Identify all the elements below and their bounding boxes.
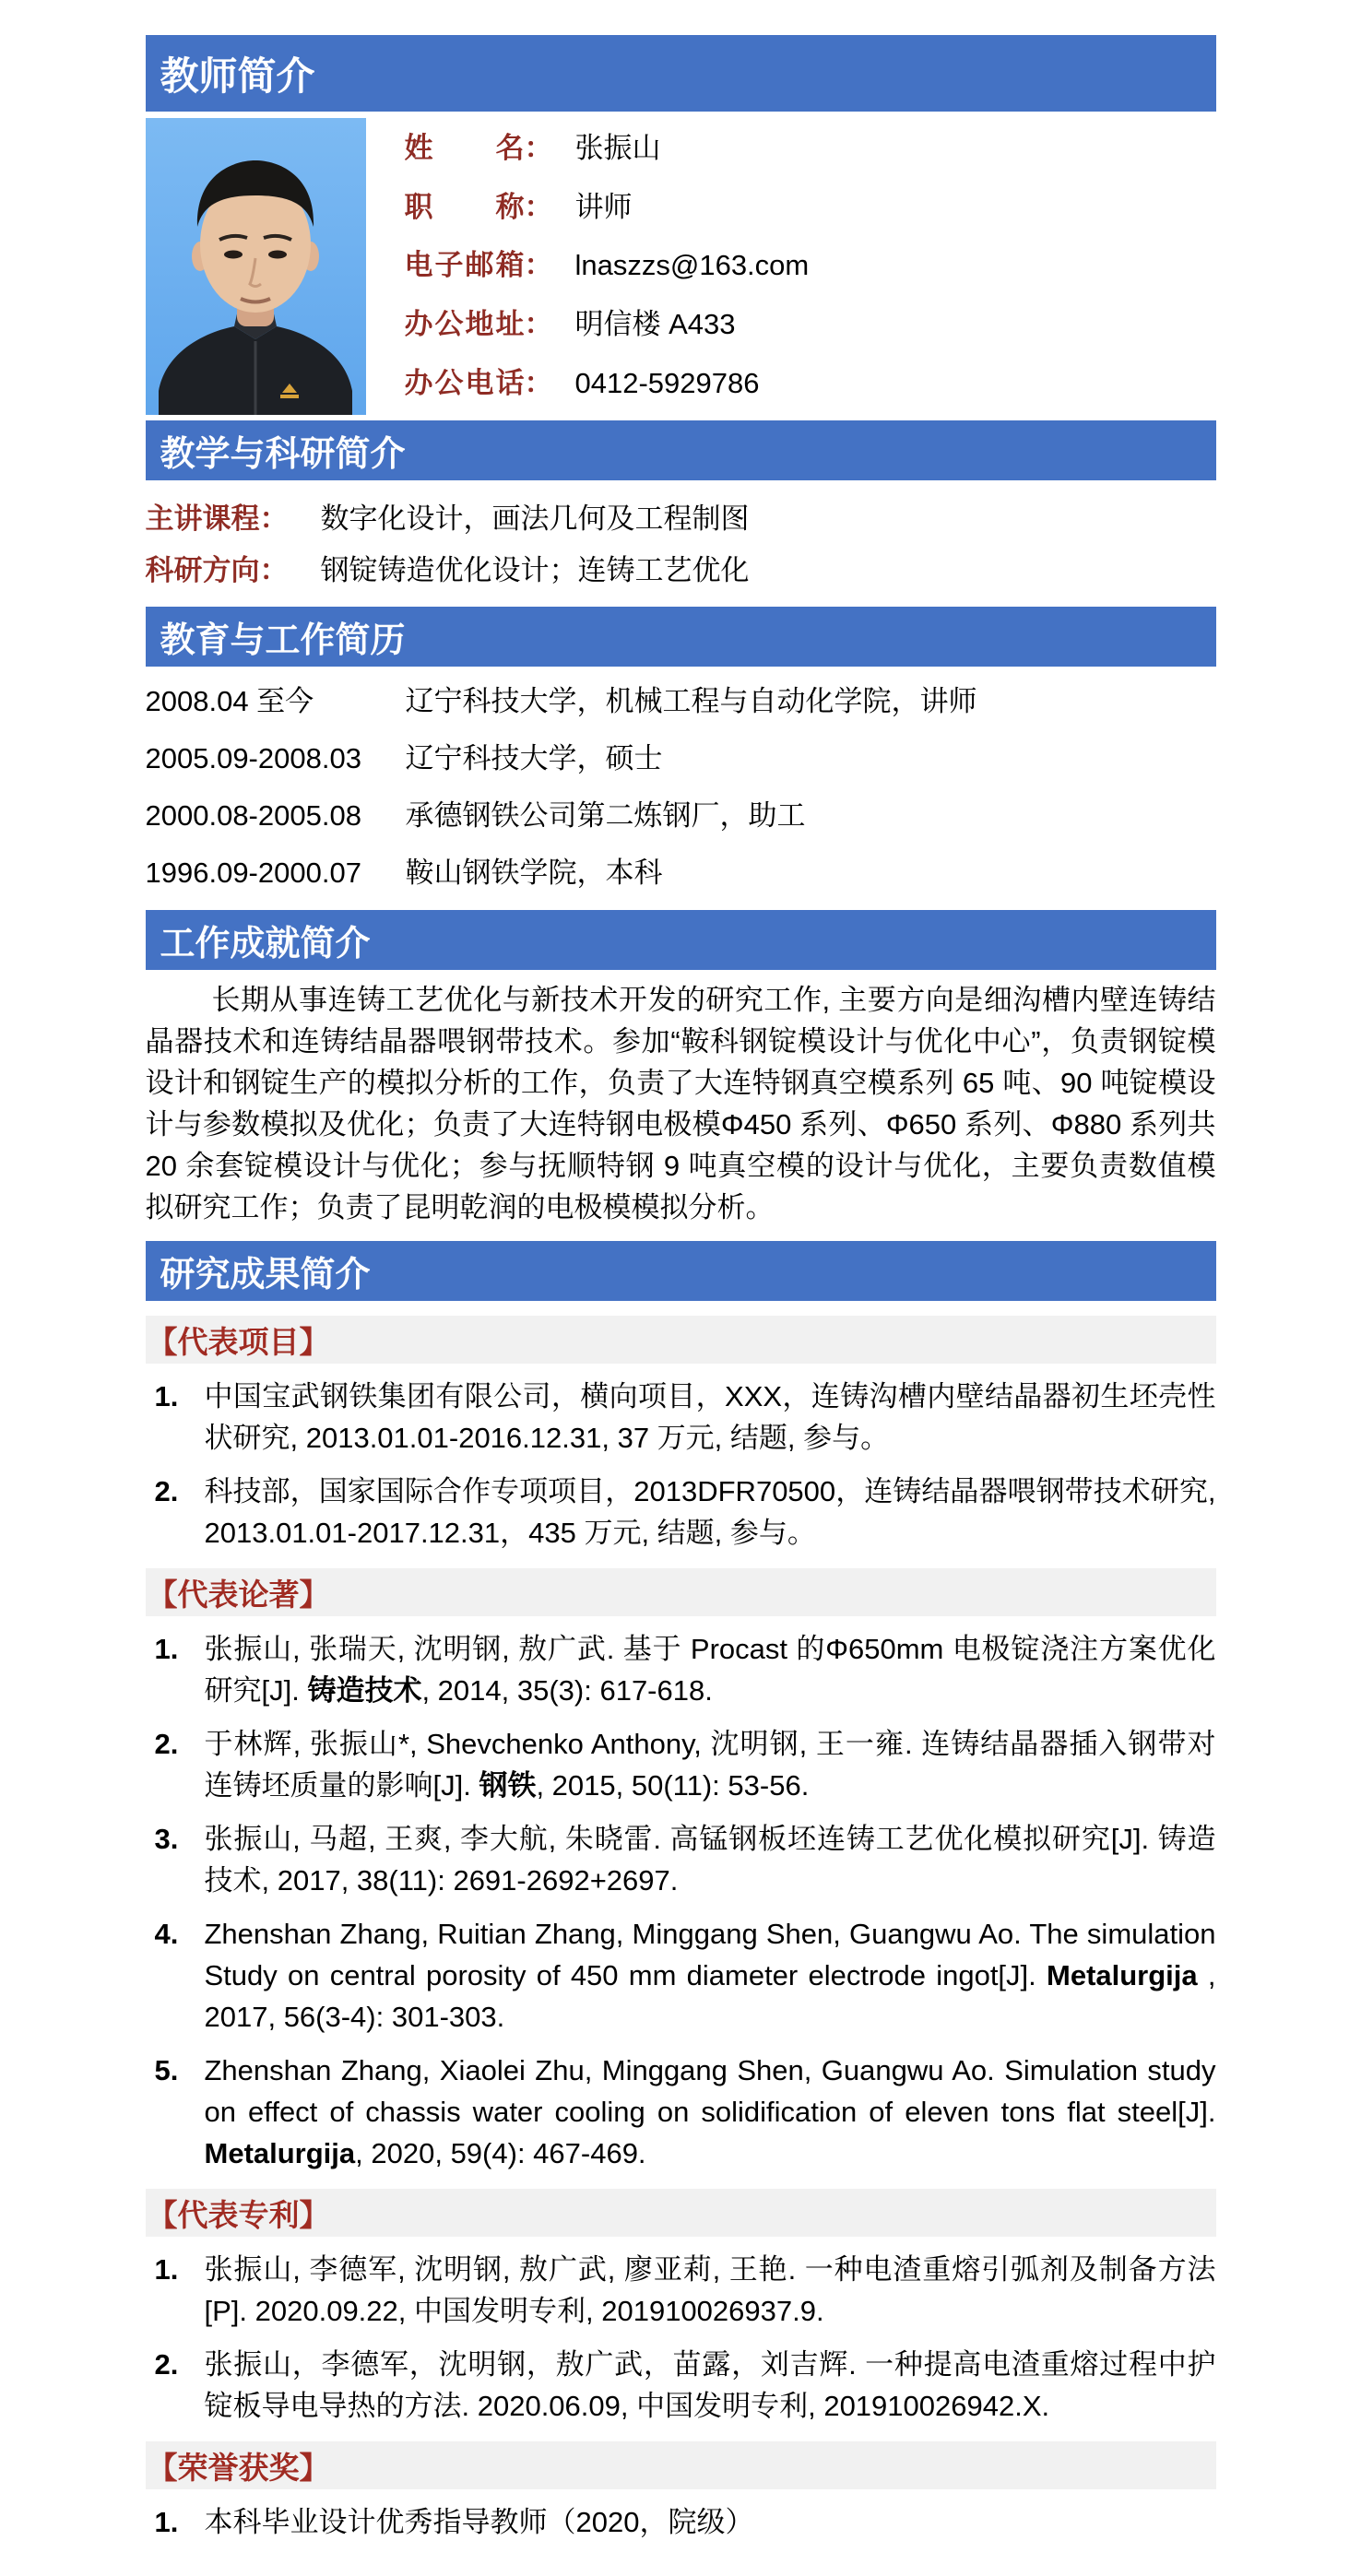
research-item: [146, 2050, 1216, 2174]
field-value: lnaszzs@163.com: [574, 249, 810, 282]
person-avatar: [146, 118, 366, 415]
field-label-char: 公: [434, 366, 464, 399]
research-item-segment: , 2020, 59(4): 467-469.: [355, 2137, 646, 2169]
section-title-teaching: 教学与科研简介: [160, 435, 406, 474]
research-item-segment: , 2017, 56(3-4): 301-303.: [204, 1959, 1216, 2033]
profile-field-row: [405, 248, 1216, 282]
research-item-number: 1.: [154, 1633, 179, 1665]
research-item-segment: 铸造技术: [307, 1674, 422, 1707]
profile-photo: [146, 118, 366, 415]
research-item-text: [205, 2501, 1216, 2543]
field-label-char: 职: [404, 190, 433, 223]
history-detail: 承德钢铁公司第二炼钢厂，助工: [405, 799, 806, 832]
research-item-segment: Zhenshan Zhang, Xiaolei Zhu, Minggang Shen, Guangwu Ao. Simulation study on effect of chassis water cooling on solidification of eleven tons flat steel[J].: [204, 2054, 1216, 2128]
teaching-value: 钢锭铸造优化设计；连铸工艺优化: [320, 554, 750, 586]
field-label: [405, 307, 525, 341]
research-item-number: 1.: [154, 2506, 179, 2538]
research-item-segment: 张振山, 李德军, 沈明钢, 敖广武, 廖亚莉, 王艳. 一种电渣重熔引弧剂及制备方法[P]. 2020.09.22, 中国发明专利, 201910026937.9.: [204, 2253, 1216, 2327]
research-item-segment: 本科毕业设计优秀指导教师（2020，院级）: [204, 2506, 754, 2538]
research-item-list: [146, 1376, 1216, 1554]
section-title-research: 研究成果简介: [160, 1256, 371, 1294]
research-item: [146, 1376, 1216, 1459]
history-row: [146, 681, 1216, 722]
research-item-number: 1.: [154, 2253, 179, 2286]
profile-section: [146, 118, 1216, 415]
research-item-segment: 张振山, 张瑞天, 沈明钢, 敖广武. 基于 Procast 的Φ650mm 电极锭浇注方案优化研究[J].: [204, 1633, 1216, 1707]
research-item: [146, 1471, 1216, 1554]
research-item: [146, 1818, 1216, 1901]
research-group-heading: 【代表专利】: [147, 2197, 330, 2232]
section-banner-research: [146, 1241, 1216, 1301]
research-group-heading-bar: [146, 1568, 1216, 1616]
faculty-profile-page: [146, 0, 1216, 2543]
research-group-heading-bar: [146, 1316, 1216, 1364]
profile-field-row: [405, 190, 1216, 224]
field-value: 张振山: [574, 132, 661, 164]
research-item-segment: Metalurgija: [204, 2137, 356, 2169]
section-banner-history: [146, 607, 1216, 667]
research-item: [146, 2249, 1216, 2332]
research-item-text: [205, 1723, 1216, 1806]
research-item-text: [205, 1376, 1216, 1459]
research-item-number: 4.: [154, 1918, 179, 1950]
section-banner-teaching: [146, 420, 1216, 480]
field-value: 讲师: [574, 190, 633, 223]
research-group-heading: 【荣誉获奖】: [147, 2450, 330, 2485]
teaching-label: 主讲课程：: [145, 502, 289, 535]
research-item: [146, 2344, 1216, 2427]
field-colon: ：: [524, 308, 553, 341]
research-item-number: 1.: [154, 1380, 179, 1412]
field-colon: ：: [524, 132, 553, 164]
research-item-number: 2.: [154, 1475, 179, 1507]
achievements-paragraph: 长期从事连铸工艺优化与新技术开发的研究工作, 主要方向是细沟槽内壁连铸结晶器技术和连铸结晶器喂钢带技术。参加“鞍科钢锭模设计与优化中心”，负责钢锭模设计和钢锭生产的模拟分析的工作，负责了大连特钢真空模系列 65 吨、90 吨锭模设计与参数模拟及优化；负责了大连特钢电极模Φ450 系列、Φ650 系列、Φ880 系列共 20 余套锭模设计与优化；参与抚顺特钢 9 吨真空模的设计与优化，主要负责数值模拟研究工作；负责了昆明乾润的电极模模拟分析。: [145, 984, 1216, 1223]
field-label-char: 话: [495, 366, 525, 399]
teaching-value: 数字化设计，画法几何及工程制图: [320, 502, 750, 535]
research-item: [146, 1628, 1216, 1711]
research-item: [146, 1913, 1216, 2038]
field-label-char: 办: [404, 308, 433, 341]
field-label-char: 称: [495, 190, 525, 223]
field-label: [405, 366, 525, 400]
research-item-text: [205, 2249, 1216, 2332]
field-colon: ：: [524, 366, 553, 399]
teaching-row: [146, 499, 1216, 539]
research-item-number: 5.: [154, 2054, 179, 2086]
teaching-label: 科研方向：: [145, 554, 289, 586]
history-period: 1996.09-2000.07: [145, 857, 361, 889]
history-period: 2000.08-2005.08: [145, 799, 361, 832]
history-row: [146, 739, 1216, 779]
field-label-char: 地: [465, 308, 494, 341]
field-label-char: 子: [434, 249, 464, 282]
history-detail: 辽宁科技大学，硕士: [405, 742, 663, 774]
research-item-text: [205, 1818, 1216, 1901]
profile-field-row: [405, 366, 1216, 400]
field-label: [405, 248, 525, 282]
field-colon: ：: [524, 190, 553, 223]
research-group-heading: 【代表论著】: [147, 1577, 330, 1612]
profile-field-row: [405, 131, 1216, 165]
history-row: [146, 853, 1216, 893]
profile-fields: [366, 118, 1216, 415]
research-item-number: 2.: [154, 2348, 179, 2381]
history-rows: [146, 667, 1216, 893]
research-group-heading-bar: [146, 2189, 1216, 2237]
research-item-segment: Metalurgija: [1047, 1959, 1198, 1991]
field-label: [405, 190, 525, 224]
research-item-text: [205, 1471, 1216, 1554]
history-detail: 鞍山钢铁学院，本科: [405, 857, 663, 889]
field-label-char: 址: [495, 308, 525, 341]
field-label-char: 邮: [465, 249, 494, 282]
research-item-segment: 张振山, 马超, 王爽, 李大航, 朱晓雷. 高锰钢板坯连铸工艺优化模拟研究[J]. 铸造技术, 2017, 38(11): 2691-2692+2697.: [204, 1823, 1216, 1897]
field-label-char: 姓: [404, 132, 433, 164]
research-item-segment: , 2014, 35(3): 617-618.: [421, 1674, 713, 1707]
research-item-text: [205, 2050, 1216, 2174]
field-label-char: 公: [434, 308, 464, 341]
profile-field-row: [405, 307, 1216, 341]
research-item-segment: 科技部，国家国际合作专项项目，2013DFR70500，连铸结晶器喂钢带技术研究, 2013.01.01-2017.12.31，435 万元, 结题, 参与。: [204, 1475, 1216, 1549]
research-item: [146, 1723, 1216, 1806]
field-label: [405, 131, 525, 165]
field-colon: ：: [524, 249, 553, 282]
research-item-segment: 中国宝武钢铁集团有限公司，横向项目，XXX，连铸沟槽内壁结晶器初生坯壳性状研究, 2013.01.01-2016.12.31, 37 万元, 结题, 参与。: [204, 1380, 1216, 1454]
field-label-char: 名: [495, 132, 525, 164]
research-item: [146, 2501, 1216, 2543]
research-item-text: [205, 1913, 1216, 2038]
section-banner-achievements: [146, 910, 1216, 970]
field-value: 明信楼 A433: [574, 308, 736, 341]
research-group-heading-bar: [146, 2441, 1216, 2489]
research-item-text: [205, 2344, 1216, 2427]
research-item-list: [146, 2249, 1216, 2427]
page-title-banner: [146, 35, 1216, 112]
section-title-history: 教育与工作简历: [160, 621, 406, 660]
research-item-segment: Zhenshan Zhang, Ruitian Zhang, Minggang Shen, Guangwu Ao. The simulation Study on central porosity of 450 mm diameter electrode ingot[J].: [204, 1918, 1216, 1991]
history-row: [146, 796, 1216, 836]
history-period: 2005.09-2008.03: [145, 742, 361, 774]
page-title: 教师简介: [160, 53, 315, 98]
research-item-list: [146, 1628, 1216, 2174]
teaching-row: [146, 550, 1216, 591]
research-item-text: [205, 1628, 1216, 1711]
field-label-char: 箱: [495, 249, 525, 282]
research-item-list: [146, 2501, 1216, 2543]
teaching-rows: [146, 480, 1216, 591]
field-label-char: 电: [465, 366, 494, 399]
research-groups: [146, 1316, 1216, 2543]
field-label-char: 办: [404, 366, 433, 399]
research-item-number: 3.: [154, 1823, 179, 1855]
research-item-segment: 张振山，李德军，沈明钢，敖广武，苗露，刘吉辉. 一种提高电渣重熔过程中护锭板导电导热的方法. 2020.06.09, 中国发明专利, 201910026942.X.: [204, 2348, 1216, 2422]
history-detail: 辽宁科技大学，机械工程与自动化学院，讲师: [405, 685, 977, 717]
research-item-segment: , 2015, 50(11): 53-56.: [536, 1769, 810, 1802]
research-item-number: 2.: [154, 1728, 179, 1760]
research-item-segment: 于林辉, 张振山*, Shevchenko Anthony, 沈明钢, 王一雍. 连铸结晶器插入钢带对连铸坯质量的影响[J].: [204, 1728, 1216, 1802]
history-period: 2008.04 至今: [145, 685, 314, 717]
field-label-char: 电: [404, 249, 433, 282]
field-value: 0412-5929786: [574, 366, 760, 399]
section-title-achievements: 工作成就简介: [160, 925, 371, 963]
research-item-segment: 钢铁: [479, 1769, 537, 1802]
research-group-heading: 【代表项目】: [147, 1324, 330, 1359]
